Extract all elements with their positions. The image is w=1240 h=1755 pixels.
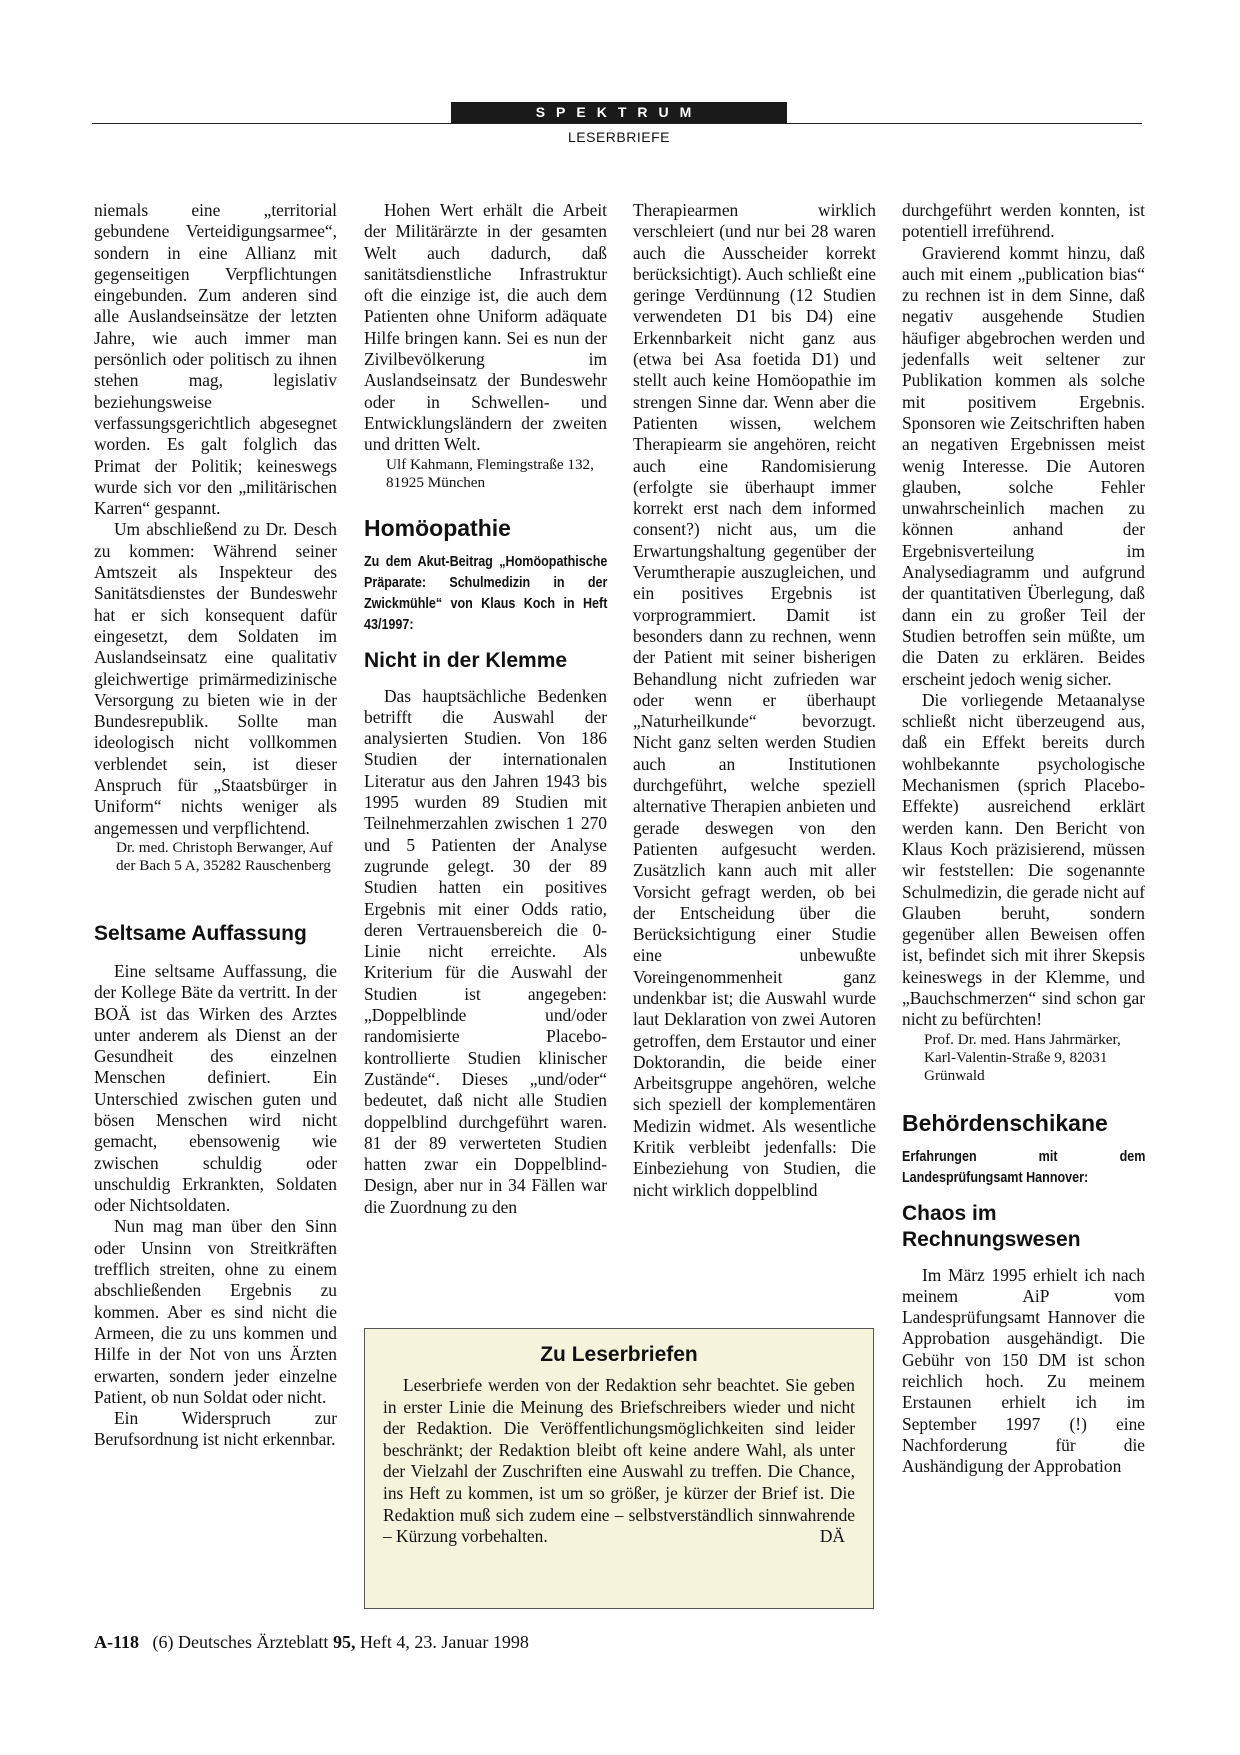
letter-signature: Prof. Dr. med. Hans Jahrmärker, Karl-Valentin-Straße 9, 82031 Grünwald [924,1030,1121,1084]
issue-prefix: (6) Deutsches Ärzteblatt [152,1632,329,1652]
notice-body: Leserbriefe werden von der Redaktion sehr beachtet. Sie geben in erster Linie die Meinung des Briefschreibers wieder und nicht der Redaktion. Die Veröffentlichungsmöglichkeiten sind leider beschränkt; der Redaktion bleibt oft keine andere Wahl, als unter der Vielzahl der Zuschriften eine Auswahl zu treffen. Die Chance, ins Heft zu kommen, ist um so größer, je kürzer der Brief ist. Die Redaktion muß sich zudem eine – selbstverständlich sinnwahrende – Kürzung vorbehalten. [383,1375,855,1547]
paragraph: Um abschließend zu Dr. Desch zu kommen: Während seiner Amtszeit als Inspekteur des Sanitätsdienstes der Bundeswehr hat er sich konsequent dafür eingesetzt, dem Soldaten im Auslandseinsatz eine qualitativ gleichwertige primärmedizinische Versorgung zu bieten wie in der Bundesrepublik. Sollte man ideologisch nicht vollkommen verblendet sein, ist dieser Anspruch für „Staatsbürger in Uniform“ nichts weniger als angemessen und verpflichtend. [94,519,337,838]
column-1 [94,200,337,1451]
paragraph: Therapiearmen wirklich verschleiert (und nur bei 28 waren auch die Ausscheider korrekt berücksichtigt). Auch schließt eine geringe Verdünnung (12 Studien verwendeten D1 bis D4) eine Erkennbarkeit nicht ganz aus (etwa bei Asa foetida D1) und stellt auch keine Homöopathie im strengen Sinne dar. Wenn aber die Patienten wissen, welchem Therapiearm sie angehören, reicht auch eine Randomisierung (erfolgte sie überhaupt immer korrekt erst nach dem informed consent?) nicht aus, um die Erwartungshaltung gegenüber der Verumtherapie auszugleichen, und ein positives Ergebnis ist vorprogrammiert. Damit ist besonders dann zu rechnen, wenn der Patient mit seiner bisherigen Behandlung nicht zufrieden war oder wenn er überhaupt „Naturheilkunde“ bevorzugt. Nicht ganz selten werden Studien auch an Institutionen durchgeführt, welche speziell alternative Therapien anbieten und gerade deswegen von den Patienten aufgesucht werden. Zusätzlich kann auch mit aller Vorsicht gefragt werden, ob bei der Entscheidung über die Berücksichtigung einer Studie eine unbewußte Voreingenommenheit ganz undenkbar ist; die Auswahl wurde laut Deklaration von zwei Autoren getroffen, dem Erstautor und einer Doktorandin, die beide einer Arbeitsgruppe angehören, welche sich speziell der komplementären Medizin widmet. Als wesentliche Kritik verbleibt jedenfalls: Die Einbeziehung von Studien, die nicht wirklich doppelblind [633,200,876,1200]
page-number: A-118 [94,1632,139,1652]
paragraph: durchgeführt werden konnten, ist potentiell irreführend. [902,200,1145,242]
paragraph: Das hauptsächliche Bedenken betrifft die Auswahl der analysierten Studien. Von 186 Studien der internationalen Literatur aus den Jahren 1943 bis 1995 wurden 89 Studien mit Teilnehmerzahlen zwischen 1 270 und 5 Patienten der Analyse zugrunde gelegt. 30 der 89 Studien hatten ein positives Ergebnis mit einer Odds ratio, deren Vertrauensbereich die 0-Linie nicht erreichte. Als Kriterium für die Auswahl der Studien ist angegeben: „Doppelblinde und/oder randomisierte Placebo-kontrollierte Studien klinischer Zustände“. Dieses „und/oder“ bedeutet, daß nicht alle Studien doppelblind durchgeführt waren. 81 der 89 verwerteten Studien hatten zwar ein Doppelblind-Design, aber nur in 34 Fällen war die Zuordnung zu den [364,685,607,1217]
letter-signature: Dr. med. Christoph Berwanger, Auf der Bach 5 A, 35282 Rauschenberg [116,838,333,874]
issue-info: Heft 4, 23. Januar 1998 [359,1632,529,1652]
column-2 [364,200,607,1218]
paragraph: Hohen Wert erhält die Arbeit der Militärärzte in der gesamten Welt auch dadurch, daß sanitätsdienstliche Infrastruktur oft die einzige ist, die auch dem Patienten ohne Uniform adäquate Hilfe bringen kann. Sei es nun der Zivilbevölkerung im Auslandseinsatz der Bundeswehr oder in Schwellen- und Entwicklungsländern der zweiten und dritten Welt. [364,200,607,455]
page-footer [94,1631,529,1653]
topic-heading: Behördenschikane [902,1109,1108,1136]
paragraph: Ein Widerspruch zur Berufsordnung ist nicht erkennbar. [94,1408,337,1450]
section-subtitle: LESERBRIEFE [568,129,670,145]
letter-heading: Seltsame Auffassung [94,921,307,945]
topic-lede: Erfahrungen mit dem Landesprüfungsamt Hannover: [902,1148,1146,1186]
letter-signature: Ulf Kahmann, Flemingstraße 132, 81925 München [386,455,594,491]
paragraph: Gravierend kommt hinzu, daß auch mit einem „publication bias“ zu rechnen ist in dem Sinne, daß negativ ausgehende Studien häufiger abgebrochen werden und jedenfalls weit seltener zur Publikation kommen als solche mit positivem Ergebnis. Sponsoren wie Zeitschriften haben an negativen Ergebnissen meist wenig Interesse. Die Autoren glauben, solche Fehler unwahrscheinlich machen zu können anhand der Ergebnisverteilung im Analysediagramm und aufgrund der quantitativen Überlegung, daß dann ein zu großer Teil der Studien betroffen sein müßte, um die Daten zu erklären. Beides erscheint jedoch wenig sicher. [902,242,1145,689]
editorial-notice-box [364,1328,874,1609]
topic-heading: Homöopathie [364,514,511,541]
letter-heading: Chaos im Rechnungswesen [902,1201,1081,1251]
paragraph: Eine seltsame Auffassung, die der Kollege Bäte da vertritt. In der BOÄ ist das Wirken des Arztes unter anderem als Dienst an der Gesundheit des einzelnen Menschen definiert. Ein Unterschied zwischen guten und bösen Menschen wird nicht gemacht, ebensowenig wie zwischen schuldig oder unschuldig Erkrankten, Soldaten oder Nichtsoldaten. [94,960,337,1216]
paragraph: Nun mag man über den Sinn oder Unsinn von Streitkräften trefflich streiten, ohne zu einem abschließenden Ergebnis zu kommen. Aber es sind nicht die Armeen, die zu uns kommen und Hilfe in der Not von uns Ärzten erwarten, sondern jeder einzelne Patient, ob nun Soldat oder nicht. [94,1216,337,1407]
notice-text [383,1375,855,1548]
topic-lede: Zu dem Akut-Beitrag „Homöopathische Präparate: Schulmedizin in der Zwickmühle“ von Klaus Koch in Heft 43/1997: [364,553,608,633]
header-rule [92,123,1142,124]
notice-signature: DÄ [819,1526,845,1547]
column-4 [902,200,1145,1478]
paragraph: niemals eine „territorial gebundene Verteidigungsarmee“, sondern in eine Allianz mit gegenseitigen Verpflichtungen eingebunden. Zum anderen sind alle Auslandseinsätze der letzten Jahre, wie auch immer man persönlich oder politisch zu ihnen stehen mag, legislativ beziehungsweise verfassungsgerichtlich abgesegnet worden. Es galt folglich das Primat der Politik; keineswegs wurde sich vor den „militärischen Karren“ gespannt. [94,200,337,519]
volume-number: 95, [332,1632,356,1652]
paragraph: Im März 1995 erhielt ich nach meinem AiP vom Landesprüfungsamt Hannover die Approbation ausgehändigt. Die Gebühr von 150 DM ist schon reichlich hoch. Zu meinem Erstaunen erhielt ich im September 1997 (!) eine Nachforderung für die Aushändigung der Approbation [902,1264,1145,1477]
notice-title: Zu Leserbriefen [540,1343,698,1366]
column-3 [633,200,876,1201]
letter-heading: Nicht in der Klemme [364,648,568,672]
section-title-bar: SPEKTRUM [451,102,787,123]
paragraph: Die vorliegende Metaanalyse schließt nicht überzeugend aus, daß ein Effekt bereits durch wohlbekannte psychologische Mechanismen (sprich Placebo-Effekte) ausreichend erklärt werden kann. Den Bericht von Klaus Koch präzisierend, müssen wir feststellen: Die sogenannte Schulmedizin, die gerade nicht auf Glauben beruht, sondern gegenüber allen Beweisen offen ist, befindet sich mit ihrer Skepsis keineswegs in der Klemme, und „Bauchschmerzen“ sind schon gar nicht zu befürchten! [902,689,1145,1030]
